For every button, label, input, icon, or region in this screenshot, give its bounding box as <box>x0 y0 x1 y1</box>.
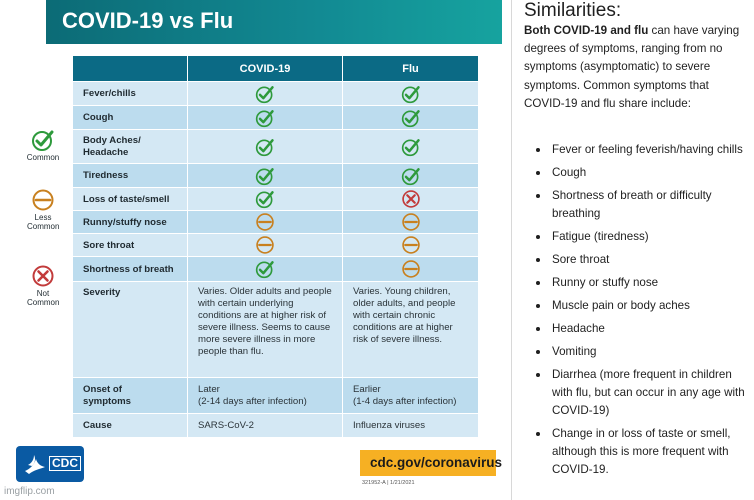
legend-common <box>18 128 68 162</box>
flu-cell <box>343 234 479 257</box>
list-item: Sore throat <box>523 251 749 269</box>
covid-cell <box>188 130 343 164</box>
covid-cell <box>188 82 343 106</box>
flu-cell <box>343 211 479 234</box>
cdc-url-banner <box>360 450 503 476</box>
list-item: Muscle pain or body aches <box>523 297 749 315</box>
similarities-panel <box>523 0 749 500</box>
severity-label: Severity <box>73 282 188 378</box>
legend-less-common <box>18 188 68 231</box>
flu-cell <box>343 106 479 130</box>
covid-cell <box>188 188 343 211</box>
onset-flu-line2: (1-4 days after infection) <box>353 395 457 407</box>
legend-not-common <box>18 264 68 307</box>
watermark: imgflip.com <box>4 486 55 497</box>
hhs-eagle-icon <box>22 451 48 477</box>
symptom-label: Sore throat <box>73 234 188 257</box>
covid-cell <box>188 257 343 282</box>
panel-intro <box>524 22 746 113</box>
onset-covid-line2: (2-14 days after infection) <box>198 395 307 407</box>
comparison-table <box>72 55 479 438</box>
table-row <box>73 257 479 282</box>
check-icon <box>401 88 421 99</box>
flu-cell <box>343 164 479 188</box>
table-row <box>73 130 479 164</box>
flu-cell <box>343 257 479 282</box>
onset-covid-line1: Later <box>198 383 220 395</box>
header-covid: COVID-19 <box>188 56 343 82</box>
check-icon <box>255 170 275 181</box>
minus-circle-icon <box>401 217 421 228</box>
symptom-label: Tiredness <box>73 164 188 188</box>
header-flu: Flu <box>343 56 479 82</box>
panel-heading: Similarities: <box>524 0 622 21</box>
table-row <box>73 82 479 106</box>
symptom-label: Runny/stuffy nose <box>73 211 188 234</box>
covid-cell <box>188 234 343 257</box>
cause-label: Cause <box>73 414 188 438</box>
intro-bold: Both COVID-19 and flu <box>524 24 649 37</box>
check-icon <box>255 141 275 152</box>
minus-circle-icon <box>18 188 68 212</box>
list-item: Diarrhea (more frequent in children with flu, but can occur in any age with COVID-19) <box>523 366 749 420</box>
header-blank <box>73 56 188 82</box>
title-bar <box>46 0 502 44</box>
symptom-label: Cough <box>73 106 188 130</box>
minus-circle-icon <box>401 240 421 251</box>
minus-circle-icon <box>255 217 275 228</box>
covid-cell <box>188 164 343 188</box>
check-icon <box>255 112 275 123</box>
onset-covid <box>188 378 343 414</box>
table-row <box>73 234 479 257</box>
check-icon <box>255 194 275 205</box>
cause-covid: SARS-CoV-2 <box>188 414 343 438</box>
list-item: Shortness of breath or difficulty breathing <box>523 187 749 223</box>
x-circle-icon <box>18 264 68 288</box>
minus-circle-icon <box>401 264 421 275</box>
list-item: Fever or feeling feverish/having chills <box>523 141 749 159</box>
cause-flu: Influenza viruses <box>343 414 479 438</box>
check-icon <box>401 112 421 123</box>
list-item: Change in or loss of taste or smell, although this is more frequent with COVID-19. <box>523 425 749 479</box>
table-row <box>73 164 479 188</box>
severity-covid: Varies. Older adults and people with certain underlying conditions are at higher risk of severe illness. Seems to cause more severe illness in more people than flu. <box>188 282 343 378</box>
table-row-severity <box>73 282 479 378</box>
flu-cell <box>343 188 479 211</box>
check-icon <box>255 264 275 275</box>
severity-flu: Varies. Young children, older adults, and people with certain chronic conditions are at higher risk of severe illness. <box>343 282 479 378</box>
cdc-logo-text: CDC <box>49 456 81 471</box>
list-item: Runny or stuffy nose <box>523 274 749 292</box>
check-icon <box>255 88 275 99</box>
symptom-label: Body Aches/ Headache <box>73 130 188 164</box>
symptom-label: Shortness of breath <box>73 257 188 282</box>
infographic-title: COVID-19 vs Flu <box>62 8 234 33</box>
table-row <box>73 211 479 234</box>
cdc-logo <box>16 446 84 482</box>
check-icon <box>401 170 421 181</box>
table-header-row <box>73 56 479 82</box>
symptom-label: Loss of taste/smell <box>73 188 188 211</box>
table-row <box>73 106 479 130</box>
legend-label: Less Common <box>27 213 60 231</box>
document-code: 321952-A | 1/21/2021 <box>362 480 415 486</box>
symptom-list <box>523 141 749 484</box>
list-item: Cough <box>523 164 749 182</box>
covid-cell <box>188 211 343 234</box>
intro-rest: can have varying degrees of symptoms, ranging from no symptoms (asymptomatic) to severe symptoms. Common symptoms that COVID-19 and flu share include: <box>524 24 740 110</box>
list-item: Headache <box>523 320 749 338</box>
divider <box>511 0 512 500</box>
covid-cell <box>188 106 343 130</box>
check-icon <box>18 128 68 152</box>
cdc-url-text: cdc.gov/coronavirus <box>370 455 503 470</box>
flu-cell <box>343 130 479 164</box>
onset-flu-line1: Earlier <box>353 383 381 395</box>
table-row-cause <box>73 414 479 438</box>
flu-cell <box>343 82 479 106</box>
symptom-label: Fever/chills <box>73 82 188 106</box>
onset-flu <box>343 378 479 414</box>
table-row <box>73 188 479 211</box>
onset-label: Onset of symptoms <box>73 378 188 414</box>
minus-circle-icon <box>255 240 275 251</box>
list-item: Vomiting <box>523 343 749 361</box>
legend-label: Common <box>26 153 60 162</box>
x-circle-icon <box>401 194 421 205</box>
legend-label: Not Common <box>27 289 60 307</box>
list-item: Fatigue (tiredness) <box>523 228 749 246</box>
table-row-onset <box>73 378 479 414</box>
check-icon <box>401 141 421 152</box>
